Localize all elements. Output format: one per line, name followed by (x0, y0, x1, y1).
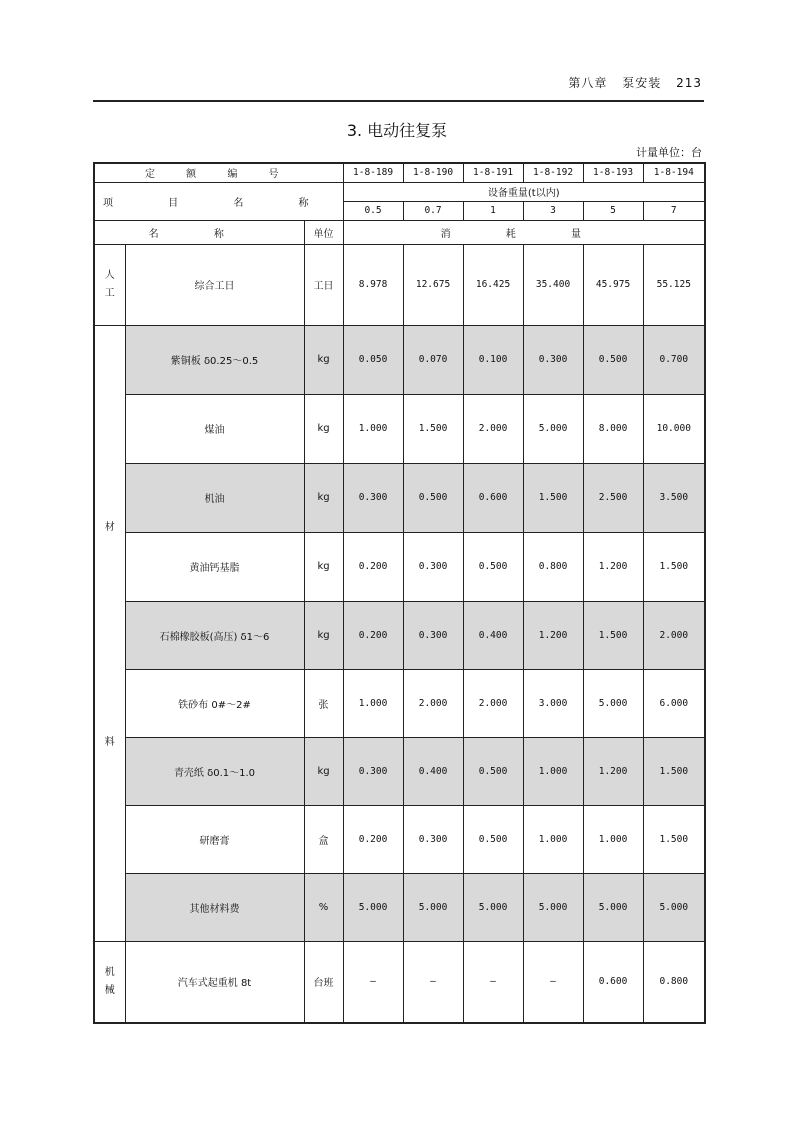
table-row (94, 325, 705, 394)
item-value: 1.200 (583, 737, 643, 805)
item-name: 煤油 (125, 394, 304, 463)
item-unit: kg (304, 463, 343, 532)
table-row (94, 532, 705, 601)
item-value: 0.300 (343, 463, 403, 532)
item-value: 0.700 (643, 325, 705, 394)
item-name: 研磨膏 (125, 805, 304, 873)
item-unit: kg (304, 532, 343, 601)
item-value: 2.000 (643, 601, 705, 669)
item-name: 汽车式起重机 8t (125, 941, 304, 1023)
item-value: 1.500 (523, 463, 583, 532)
table-row (94, 941, 705, 1023)
item-value: 1.500 (583, 601, 643, 669)
table-row (94, 463, 705, 532)
item-value: 0.500 (463, 532, 523, 601)
item-value: 1.200 (523, 601, 583, 669)
name-column-header: 名 称 (94, 220, 304, 244)
material-label-top: 材 (104, 522, 115, 533)
item-name: 铁砂布 0#～2# (125, 669, 304, 737)
item-value: 6.000 (643, 669, 705, 737)
item-value: — (403, 941, 463, 1023)
item-value: 8.978 (343, 244, 403, 325)
material-label-bottom: 料 (104, 737, 115, 748)
item-name: 紫铜板 δ0.25～0.5 (125, 325, 304, 394)
quota-code: 1-8-192 (523, 163, 583, 182)
item-value: — (523, 941, 583, 1023)
weight-value: 5 (583, 201, 643, 220)
item-value: 5.000 (523, 873, 583, 941)
quota-table (93, 162, 706, 1024)
item-value: 0.500 (583, 325, 643, 394)
item-unit: kg (304, 325, 343, 394)
quota-code: 1-8-190 (403, 163, 463, 182)
item-value: 55.125 (643, 244, 705, 325)
item-value: 5.000 (523, 394, 583, 463)
chapter-label: 第八章 (568, 76, 608, 90)
item-unit: 台班 (304, 941, 343, 1023)
quota-no-label: 定 额 编 号 (94, 163, 343, 182)
table-row (94, 805, 705, 873)
quota-code: 1-8-189 (343, 163, 403, 182)
item-value: 0.200 (343, 805, 403, 873)
group-label-material (94, 325, 125, 941)
item-name: 青壳纸 δ0.1～1.0 (125, 737, 304, 805)
table-row (94, 873, 705, 941)
item-value: 1.500 (643, 532, 705, 601)
weight-value: 0.7 (403, 201, 463, 220)
item-value: 0.800 (523, 532, 583, 601)
quota-code: 1-8-193 (583, 163, 643, 182)
item-value: 0.600 (463, 463, 523, 532)
item-value: 10.000 (643, 394, 705, 463)
consumption-header: 消 耗 量 (343, 220, 705, 244)
item-value: 0.100 (463, 325, 523, 394)
item-value: 12.675 (403, 244, 463, 325)
item-value: — (343, 941, 403, 1023)
item-value: 3.000 (523, 669, 583, 737)
quota-code: 1-8-191 (463, 163, 523, 182)
item-value: 5.000 (643, 873, 705, 941)
item-value: 0.600 (583, 941, 643, 1023)
item-value: 0.300 (343, 737, 403, 805)
weight-label-row (94, 182, 705, 201)
unit-note: 计量单位：台 (636, 146, 702, 159)
item-value: 5.000 (583, 669, 643, 737)
item-name: 机油 (125, 463, 304, 532)
item-value: 2.000 (403, 669, 463, 737)
section-title: 3. 电动往复泵 (346, 121, 448, 140)
item-value: 1.000 (523, 805, 583, 873)
weight-value: 0.5 (343, 201, 403, 220)
item-value: 5.000 (463, 873, 523, 941)
item-value: 0.400 (463, 601, 523, 669)
table-row (94, 737, 705, 805)
item-value: 0.300 (523, 325, 583, 394)
table-row (94, 669, 705, 737)
group-label-machine: 机 械 (94, 941, 125, 1023)
item-unit: kg (304, 601, 343, 669)
item-value: 0.300 (403, 532, 463, 601)
item-unit: 盒 (304, 805, 343, 873)
running-head (558, 74, 702, 91)
page-number: 213 (676, 76, 702, 90)
item-value: 45.975 (583, 244, 643, 325)
item-value: 2.000 (463, 394, 523, 463)
item-value: — (463, 941, 523, 1023)
item-value: 0.500 (403, 463, 463, 532)
item-value: 2.500 (583, 463, 643, 532)
item-value: 0.070 (403, 325, 463, 394)
weight-value: 7 (643, 201, 705, 220)
table-row (94, 394, 705, 463)
unit-column-header: 单位 (304, 220, 343, 244)
item-unit: kg (304, 737, 343, 805)
item-value: 5.000 (583, 873, 643, 941)
item-value: 1.500 (403, 394, 463, 463)
item-value: 1.200 (583, 532, 643, 601)
item-value: 1.000 (523, 737, 583, 805)
table-row (94, 244, 705, 325)
quota-code: 1-8-194 (643, 163, 705, 182)
item-value: 1.000 (583, 805, 643, 873)
group-label-labor: 人 工 (94, 244, 125, 325)
item-value: 16.425 (463, 244, 523, 325)
item-unit: 张 (304, 669, 343, 737)
item-value: 1.000 (343, 669, 403, 737)
item-value: 5.000 (403, 873, 463, 941)
item-value: 5.000 (343, 873, 403, 941)
item-value: 0.300 (403, 805, 463, 873)
column-header-row (94, 220, 705, 244)
item-value: 0.800 (643, 941, 705, 1023)
item-value: 0.050 (343, 325, 403, 394)
item-name: 石棉橡胶板(高压) δ1～6 (125, 601, 304, 669)
item-value: 3.500 (643, 463, 705, 532)
item-value: 0.200 (343, 532, 403, 601)
item-value: 0.200 (343, 601, 403, 669)
item-unit: 工日 (304, 244, 343, 325)
item-name: 其他材料费 (125, 873, 304, 941)
item-value: 0.400 (403, 737, 463, 805)
weight-value: 1 (463, 201, 523, 220)
item-value: 8.000 (583, 394, 643, 463)
item-name-label: 项 目 名 称 (94, 182, 343, 220)
item-value: 35.400 (523, 244, 583, 325)
weight-value: 3 (523, 201, 583, 220)
section-label: 泵安装 (622, 76, 662, 90)
table-row (94, 601, 705, 669)
item-value: 2.000 (463, 669, 523, 737)
item-name: 综合工日 (125, 244, 304, 325)
item-value: 0.300 (403, 601, 463, 669)
item-name: 黄油钙基脂 (125, 532, 304, 601)
item-value: 0.500 (463, 805, 523, 873)
item-value: 0.500 (463, 737, 523, 805)
header-rule (93, 100, 704, 102)
item-unit: kg (304, 394, 343, 463)
item-value: 1.500 (643, 737, 705, 805)
weight-label: 设备重量(t以内) (343, 182, 705, 201)
item-unit: % (304, 873, 343, 941)
item-value: 1.500 (643, 805, 705, 873)
item-value: 1.000 (343, 394, 403, 463)
quota-code-row (94, 163, 705, 182)
